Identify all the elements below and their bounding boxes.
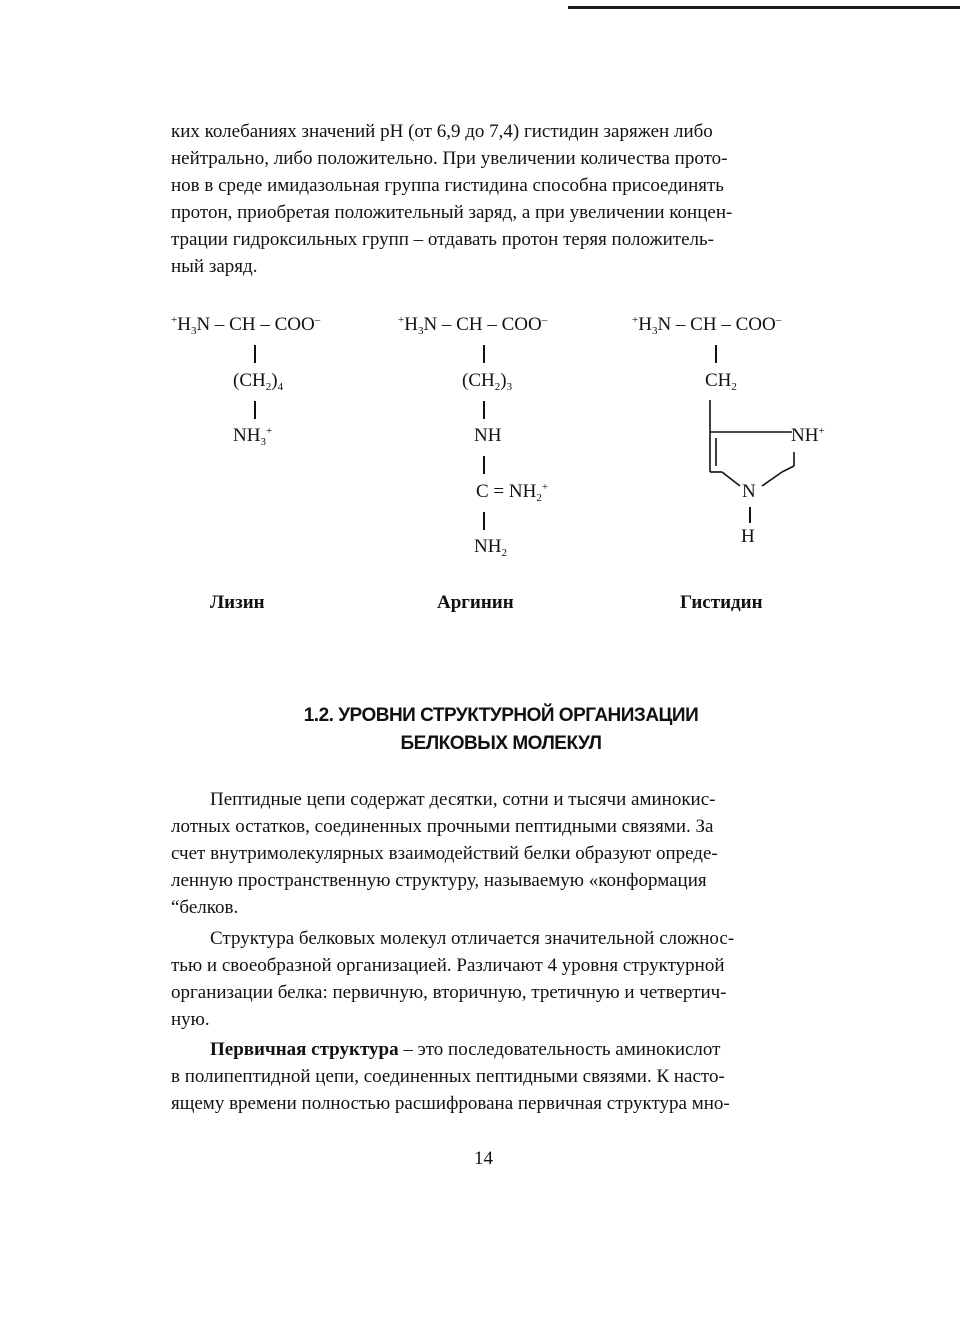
text-line: Пептидные цепи содержат десятки, сотни и тысячи аминокис- (210, 789, 716, 810)
bond-line (483, 456, 485, 474)
text-line: ный заряд. (171, 256, 258, 277)
arginine-backbone: $^+H_3N$ – CH – COO– (398, 314, 548, 337)
arginine-nh: NH (474, 425, 502, 446)
histidine-backbone: $^+H_3N$ – CH – COO– (632, 314, 782, 337)
text-line: организации белка: первичную, вторичную, третичную и четвертич- (171, 982, 727, 1003)
bond-line (254, 401, 256, 419)
text-line: ких колебаниях значений pH (от 6,9 до 7,4) гистидин заряжен либо (171, 121, 713, 142)
histidine-ring-nh: NH+ (791, 425, 825, 446)
paragraph-peptide-chains (171, 786, 831, 921)
paragraph-primary-structure (171, 1036, 831, 1117)
arginine-label: Аргинин (437, 592, 514, 613)
bond-line (715, 345, 717, 363)
histidine-label: Гистидин (680, 592, 763, 613)
intro-paragraph (171, 118, 831, 280)
term-primary-structure: Первичная структура (210, 1039, 399, 1060)
bond-line (483, 512, 485, 530)
bond-line (483, 401, 485, 419)
text-line: ящему времени полностью расшифрована первичная структура мно- (171, 1093, 730, 1114)
text-line: ленную пространственную структуру, называемую «конформация (171, 870, 707, 891)
histidine-ch2: $CH_2$ (705, 370, 737, 393)
text-line: Структура белковых молекул отличается значительной сложнос- (210, 928, 735, 949)
text-line: счет внутримолекулярных взаимодействий белки образуют опреде- (171, 843, 718, 864)
text-line: “белков. (171, 897, 239, 918)
section-title-line: БЕЛКОВЫХ МОЛЕКУЛ (400, 733, 602, 754)
histidine-ring-h: H (741, 526, 755, 547)
text-line: тью и своеобразной организацией. Различают 4 уровня структурной (171, 955, 725, 976)
arginine-chain: $(CH_2)_3$ (462, 370, 513, 393)
text-line: Первичная структура – это последовательность аминокислот (210, 1039, 721, 1060)
paragraph-protein-structure (171, 925, 831, 1033)
text-line: протон, приобретая положительный заряд, а при увеличении концен- (171, 202, 733, 223)
text-line: ную. (171, 1009, 210, 1030)
bond-line (254, 345, 256, 363)
histidine-ring-n: N (742, 481, 756, 502)
text-line: в полипептидной цепи, соединенных пептидными связями. К насто- (171, 1066, 725, 1087)
bond-line (483, 345, 485, 363)
section-title (171, 702, 831, 758)
arginine-amine: $NH_2$ (474, 536, 507, 559)
bond-line (749, 507, 751, 523)
page-number: 14 (474, 1148, 493, 1169)
text-line: трации гидроксильных групп – отдавать протон теряя положитель- (171, 229, 714, 250)
lysine-amine: $NH_3^+$ (233, 425, 273, 448)
section-title-line: 1.2. УРОВНИ СТРУКТУРНОЙ ОРГАНИЗАЦИИ (303, 705, 699, 726)
text-line: нов в среде имидазольная группа гистидина способна присоединять (171, 175, 724, 196)
text-line: нейтрально, либо положительно. При увеличении количества прото- (171, 148, 728, 169)
text-line: лотных остатков, соединенных прочными пептидными связями. За (171, 816, 714, 837)
arginine-guanidino: $C = NH_2^+$ (476, 481, 549, 504)
lysine-chain: $(CH_2)_4$ (233, 370, 284, 393)
lysine-label: Лизин (210, 592, 265, 613)
top-rule (568, 6, 960, 9)
lysine-backbone: $^+H_3N$ – CH – COO– (171, 314, 321, 337)
